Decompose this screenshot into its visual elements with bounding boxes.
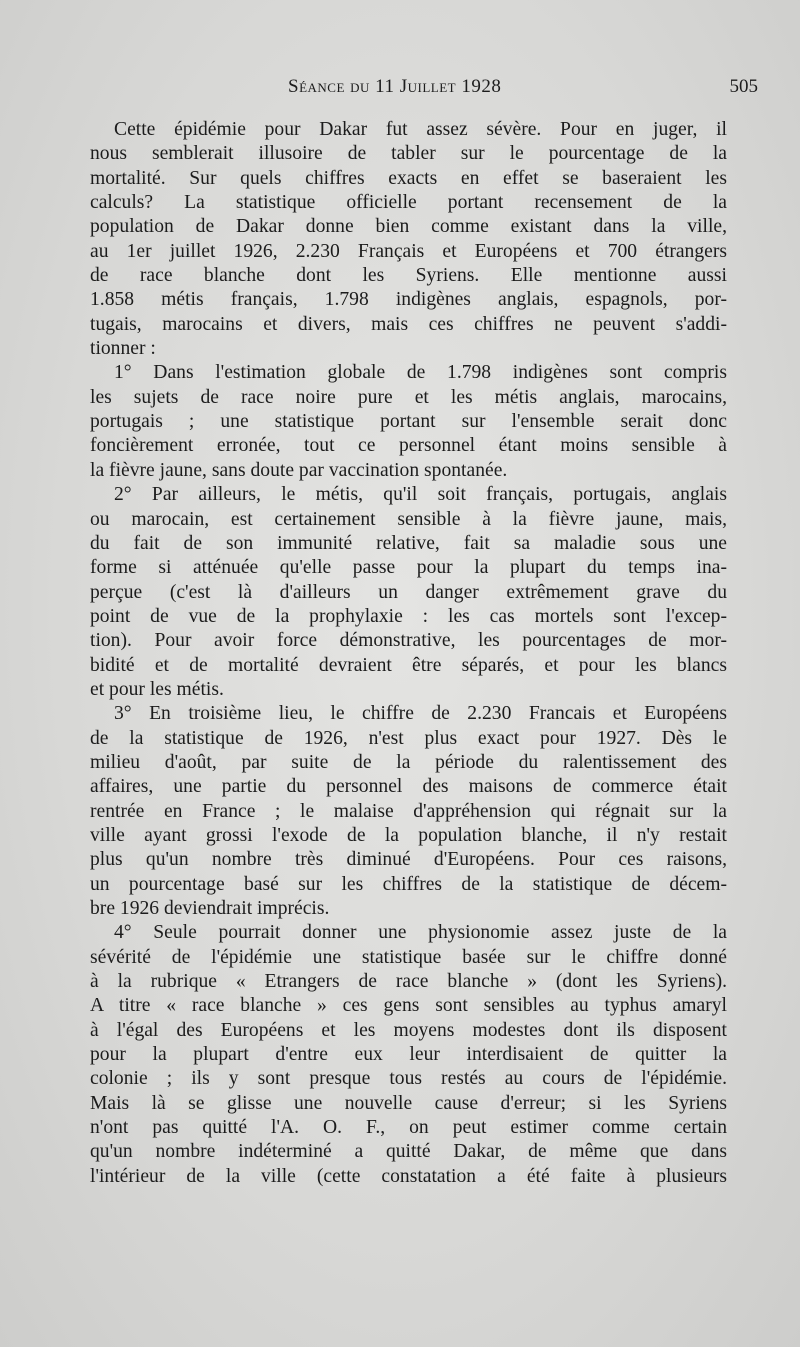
text-line: n'ont pas quitté l'A. O. F., on peut estimer comme certain xyxy=(90,1117,727,1139)
text-line: nous semblerait illusoire de tabler sur le pourcentage de la xyxy=(90,143,727,165)
text-line: tugais, marocains et divers, mais ces chiffres ne peuvent s'addi- xyxy=(90,313,727,335)
text-line: ou marocain, est certainement sensible à la fièvre jaune, mais, xyxy=(90,508,727,530)
text-line: milieu d'août, par suite de la période du ralentissement des xyxy=(90,751,727,773)
text-line: mortalité. Sur quels chiffres exacts en effet se baseraient les xyxy=(90,167,727,189)
text-line: la fièvre jaune, sans doute par vaccination spontanée. xyxy=(90,459,508,481)
text-line: Mais là se glisse une nouvelle cause d'erreur; si les Syriens xyxy=(90,1092,727,1114)
text-line: l'intérieur de la ville (cette constatation a été faite à plusieurs xyxy=(90,1165,727,1187)
running-title: Séance du 11 Juillet 1928 xyxy=(288,76,502,97)
text-line: population de Dakar donne bien comme existant dans la ville, xyxy=(90,216,727,238)
text-line: calculs? La statistique officielle portant recensement de la xyxy=(90,192,727,214)
text-line: au 1er juillet 1926, 2.230 Français et Européens et 700 étrangers xyxy=(90,240,727,262)
text-line: affaires, une partie du personnel des maisons de commerce était xyxy=(90,776,727,798)
text-line: tionner : xyxy=(90,338,156,360)
text-line: ville ayant grossi l'exode de la population blanche, il n'y restait xyxy=(90,824,727,846)
text-line: pour la plupart d'entre eux leur interdisaient de quitter la xyxy=(90,1044,727,1066)
text-line: à la rubrique « Etrangers de race blanche » (dont les Syriens). xyxy=(90,971,727,993)
page-header xyxy=(0,72,800,102)
text-line: tion). Pour avoir force démonstrative, les pourcentages de mor- xyxy=(90,630,727,652)
text-line: plus qu'un nombre très diminué d'Européens. Pour ces raisons, xyxy=(90,849,727,871)
text-line: et pour les métis. xyxy=(90,678,224,700)
text-line: portugais ; une statistique portant sur l'ensemble serait donc xyxy=(90,411,727,433)
text-line: de race blanche dont les Syriens. Elle mentionne aussi xyxy=(90,265,727,287)
text-line: de la statistique de 1926, n'est plus exact pour 1927. Dès le xyxy=(90,727,727,749)
text-line: 1.858 métis français, 1.798 indigènes anglais, espagnols, por- xyxy=(90,289,727,311)
text-line: foncièrement erronée, tout ce personnel étant moins sensible à xyxy=(90,435,727,457)
text-line: 2° Par ailleurs, le métis, qu'il soit français, portugais, anglais xyxy=(114,484,727,506)
text-line: A titre « race blanche » ces gens sont sensibles au typhus amaryl xyxy=(90,995,727,1017)
text-line: bidité et de mortalité devraient être séparés, et pour les blancs xyxy=(90,654,727,676)
text-line: qu'un nombre indéterminé a quitté Dakar, de même que dans xyxy=(90,1141,727,1163)
text-line: sévérité de l'épidémie une statistique basée sur le chiffre donné xyxy=(90,946,727,968)
page-number: 505 xyxy=(729,76,758,97)
text-line: les sujets de race noire pure et les métis anglais, marocains, xyxy=(90,386,727,408)
text-line: rentrée en France ; le malaise d'appréhension qui régnait sur la xyxy=(90,800,727,822)
text-line: forme si atténuée qu'elle passe pour la plupart du temps ina- xyxy=(90,557,727,579)
text-line: à l'égal des Européens et les moyens modestes dont ils disposent xyxy=(90,1019,727,1041)
text-line: colonie ; ils y sont presque tous restés au cours de l'épidémie. xyxy=(90,1068,727,1090)
text-line: 1° Dans l'estimation globale de 1.798 indigènes sont compris xyxy=(114,362,727,384)
text-line: un pourcentage basé sur les chiffres de la statistique de décem- xyxy=(90,873,727,895)
text-line: 3° En troisième lieu, le chiffre de 2.230 Francais et Européens xyxy=(114,703,727,725)
text-line: du fait de son immunité relative, fait sa maladie sous une xyxy=(90,532,727,554)
text-line: point de vue de la prophylaxie : les cas mortels sont l'excep- xyxy=(90,605,727,627)
text-line: bre 1926 deviendrait imprécis. xyxy=(90,898,330,919)
text-line: Cette épidémie pour Dakar fut assez sévère. Pour en juger, il xyxy=(114,119,727,140)
text-line: perçue (c'est là d'ailleurs un danger extrêmement grave du xyxy=(90,581,727,603)
text-line: 4° Seule pourrait donner une physionomie assez juste de la xyxy=(114,922,727,944)
body-text xyxy=(90,118,727,1189)
